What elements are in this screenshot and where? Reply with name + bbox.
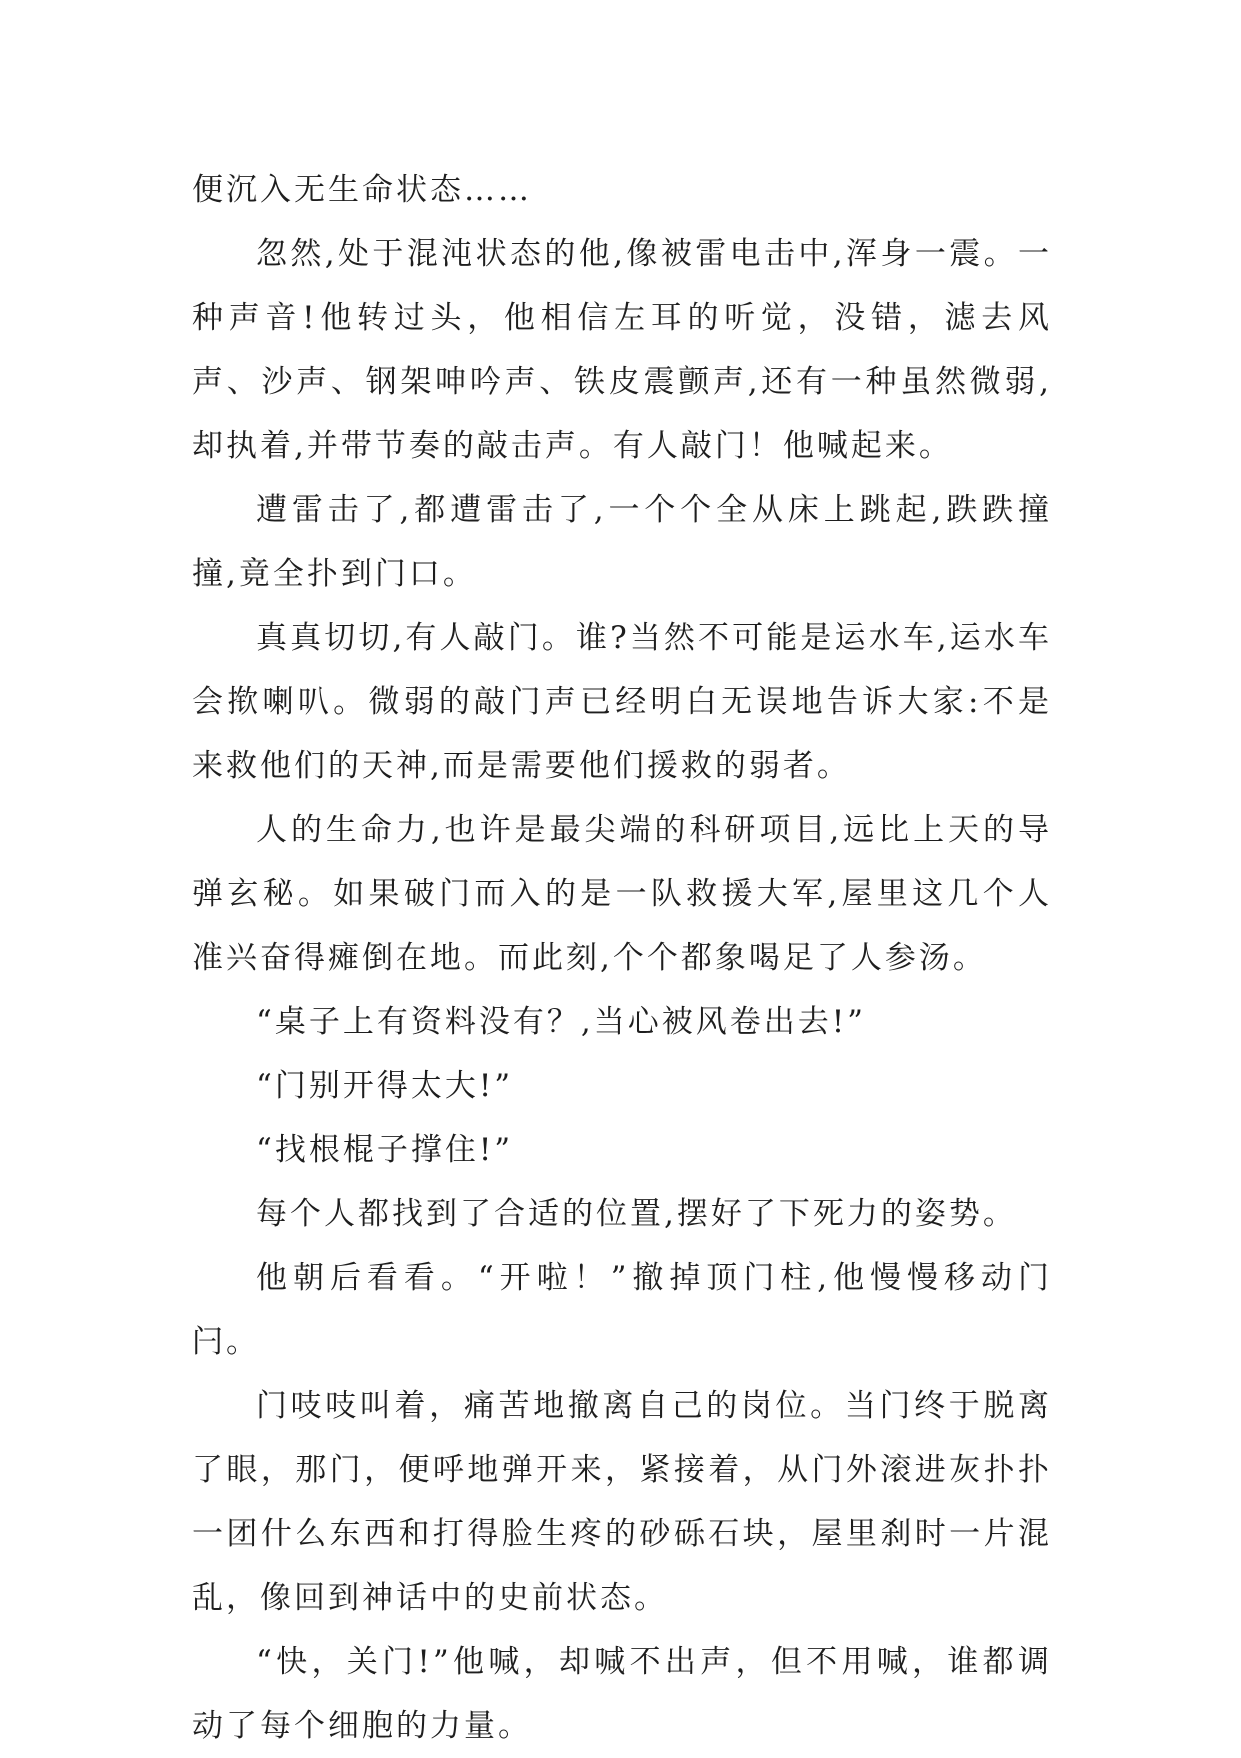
dialogue-line-2: “门别开得太大!”: [256, 1068, 514, 1104]
paragraph-2: 忽然,处于混沌状态的他,像被雷电击中,浑身一震。一种声音!他转过头，他相信左耳的听觉，没错，滤去风声、沙声、钢架呻吟声、铁皮震颤声,还有一种虽然微弱,却执着,并带节奏的敲击声。有人敲门！他喊起来。: [192, 236, 1052, 464]
paragraph-5: 人的生命力,也许是最尖端的科研项目,远比上天的导弹玄秘。如果破门而入的是一队救援大军,屋里这几个人准兴奋得瘫倒在地。而此刻,个个都象喝足了人参汤。: [192, 812, 1052, 976]
paragraph-11: 门吱吱叫着，痛苦地撤离自己的岗位。当门终于脱离了眼，那门，便呼地弹开来，紧接着，从门外滚进灰扑扑一团什么东西和打得脸生疼的砂砾石块，屋里刹时一片混乱，像回到神话中的史前状态。: [192, 1388, 1052, 1616]
dialogue-line-1: “桌子上有资料没有？,当心被风卷出去!”: [256, 1004, 867, 1040]
document-text-body: [192, 158, 1052, 1758]
paragraph-10: 他朝后看看。“开啦！”撤掉顶门柱,他慢慢移动门闩。: [192, 1260, 1052, 1360]
paragraph-9: 每个人都找到了合适的位置,摆好了下死力的姿势。: [256, 1196, 1017, 1232]
dialogue-line-3: “找根棍子撑住!”: [256, 1132, 514, 1168]
paragraph-1: 便沉入无生命状态……: [192, 172, 532, 208]
paragraph-12: “快，关门!”他喊，却喊不出声，但不用喊，谁都调动了每个细胞的力量。: [192, 1644, 1052, 1744]
paragraph-4: 真真切切,有人敲门。谁?当然不可能是运水车,运水车会揿喇叭。微弱的敲门声已经明白无误地告诉大家:不是来救他们的天神,而是需要他们援救的弱者。: [192, 620, 1052, 784]
paragraph-3: 遭雷击了,都遭雷击了,一个个全从床上跳起,跌跌撞撞,竟全扑到门口。: [192, 492, 1052, 592]
